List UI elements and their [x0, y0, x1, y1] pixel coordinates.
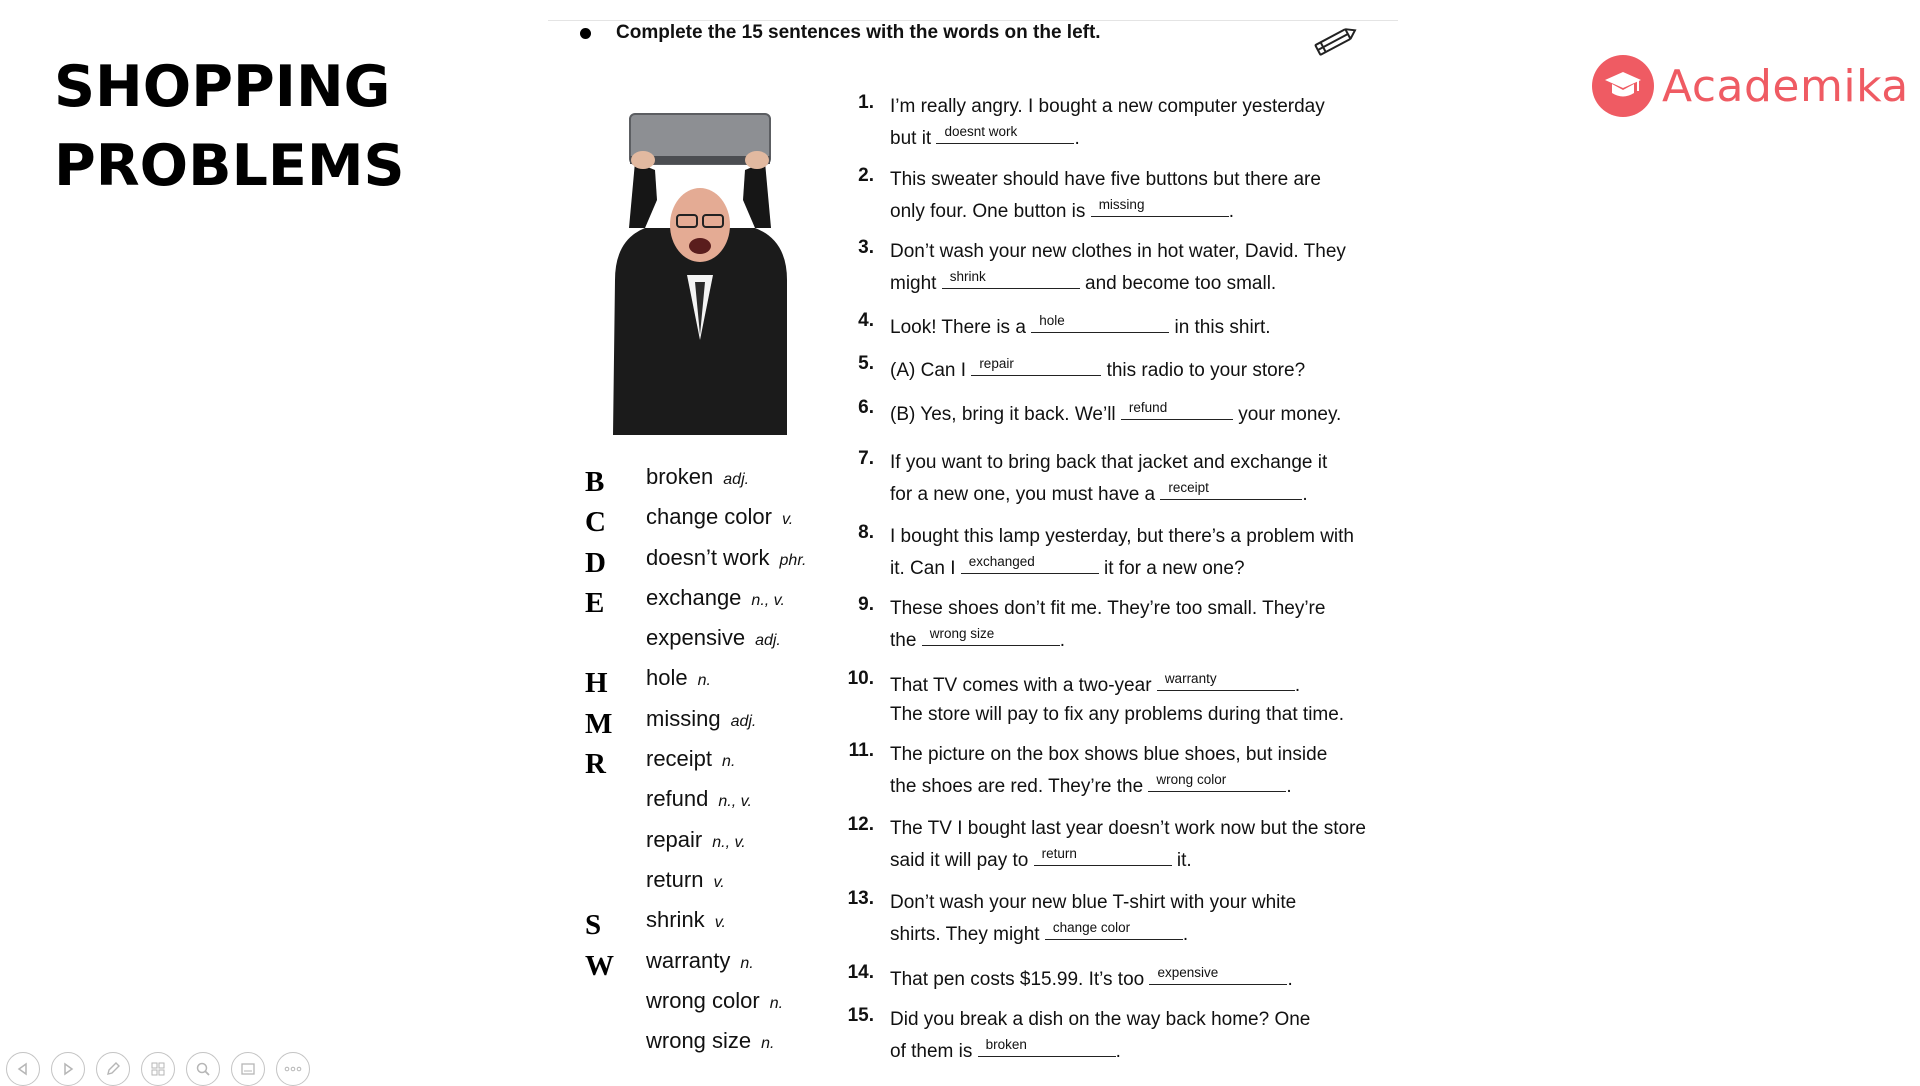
- part-of-speech: adj.: [730, 712, 757, 730]
- question-text-part: .: [1115, 1041, 1121, 1062]
- question-number: 11.: [848, 740, 874, 761]
- question-number: 2.: [858, 165, 874, 186]
- question-number: 5.: [858, 353, 874, 374]
- question-text-part: .: [1287, 969, 1293, 990]
- answer-blank[interactable]: [1157, 668, 1295, 691]
- question-text-part: (A) Can I: [890, 360, 972, 381]
- question-number: 12.: [847, 814, 874, 835]
- part-of-speech: v.: [713, 873, 725, 891]
- question-text: [890, 522, 1354, 583]
- word-bank-term: warranty: [646, 947, 731, 973]
- word-bank-term: wrong color: [646, 987, 760, 1013]
- question-text-part: might: [890, 273, 942, 294]
- word-bank-word: [646, 504, 793, 530]
- question-line: [890, 477, 1327, 509]
- question-number: 9.: [858, 594, 874, 615]
- word-bank-word: [646, 585, 785, 611]
- word-bank-word: [646, 1028, 775, 1054]
- answer-text: wrong color: [1156, 772, 1227, 787]
- question-text: [890, 814, 1366, 875]
- question-text-part: Look! There is a: [890, 317, 1032, 338]
- question-text: [890, 740, 1327, 801]
- part-of-speech: phr.: [779, 551, 807, 569]
- question-line: [890, 623, 1325, 655]
- question-text-part: your money.: [1232, 404, 1342, 425]
- question-text: [890, 962, 1293, 994]
- answer-text: missing: [1098, 197, 1145, 212]
- word-bank-term: repair: [646, 826, 703, 852]
- word-bank-word: [646, 706, 756, 732]
- word-bank-word: [646, 545, 807, 571]
- question-line: [890, 814, 1366, 843]
- answer-text: return: [1041, 846, 1077, 861]
- question-line: [890, 843, 1366, 875]
- part-of-speech: n.: [697, 672, 711, 690]
- question-text-part: Did you break a dish on the way back home? One: [890, 1009, 1311, 1030]
- part-of-speech: adj.: [755, 632, 781, 650]
- question-text-part: the shoes are red. They’re the: [890, 776, 1149, 797]
- answer-text: wrong size: [929, 626, 995, 641]
- question-number: 10.: [847, 668, 874, 689]
- word-bank-term: wrong size: [646, 1028, 752, 1054]
- question-line: [890, 700, 1344, 729]
- part-of-speech: v.: [781, 511, 794, 529]
- question-text-part: The TV I bought last year doesn’t work now but the store: [890, 818, 1366, 839]
- question-text: [890, 165, 1321, 226]
- answer-text: doesnt work: [944, 124, 1018, 139]
- instruction: [580, 22, 1101, 44]
- question-text-part: The picture on the box shows blue shoes, but inside: [890, 744, 1328, 765]
- question-text-part: Don’t wash your new clothes in hot water, David. They: [890, 241, 1346, 262]
- question-text-part: .: [1059, 630, 1065, 651]
- word-bank-term: missing: [646, 705, 721, 731]
- answer-blank[interactable]: [1149, 962, 1287, 985]
- question-number: 13.: [847, 888, 874, 909]
- question-text-part: That pen costs $15.99. It’s too: [890, 969, 1150, 990]
- answer-text: refund: [1128, 400, 1168, 415]
- word-bank-word: [646, 786, 752, 812]
- presentation-toolbar: [6, 1052, 310, 1086]
- question-text-part: said it will pay to: [890, 850, 1034, 871]
- answer-blank[interactable]: [1045, 917, 1183, 940]
- question-number: 1.: [858, 92, 874, 113]
- answer-text: exchanged: [968, 554, 1035, 569]
- question-text-part: .: [1182, 924, 1189, 945]
- question-text-part: and become too small.: [1079, 273, 1277, 294]
- question-text-part: it. Can I: [890, 558, 961, 579]
- part-of-speech: adj.: [723, 471, 750, 488]
- question-text-part: The store will pay to fix any problems during that time.: [890, 704, 1345, 725]
- question-text-part: .: [1228, 201, 1234, 222]
- part-of-speech: n.: [740, 954, 754, 972]
- question-line: [890, 121, 1325, 153]
- question-text-part: it.: [1171, 850, 1192, 871]
- word-bank-letter: D: [585, 546, 606, 579]
- pencil-icon: [1308, 22, 1360, 67]
- question-text-part: shirts. They might: [890, 924, 1045, 945]
- part-of-speech: n.: [722, 753, 736, 771]
- question-text-part: If you want to bring back that jacket and exchange it: [890, 452, 1328, 473]
- subtitles-icon[interactable]: [231, 1052, 265, 1086]
- answer-blank[interactable]: [922, 623, 1060, 646]
- word-bank-word: [646, 948, 754, 974]
- question-text-part: but it: [890, 128, 937, 149]
- slide-title-line-2: PROBLEMS: [54, 133, 405, 199]
- word-bank-term: doesn’t work: [646, 544, 770, 570]
- question-number: 8.: [858, 522, 874, 543]
- word-bank-letter: E: [585, 586, 605, 619]
- answer-text: change color: [1052, 920, 1131, 935]
- question-line: [890, 194, 1321, 226]
- question-text: [890, 397, 1341, 429]
- question-number: 15.: [847, 1005, 874, 1026]
- question-line: [890, 448, 1327, 477]
- question-text: [890, 448, 1327, 509]
- question-number: 7.: [858, 448, 874, 469]
- question-text: [890, 237, 1346, 298]
- question-line: [890, 551, 1354, 583]
- answer-text: repair: [979, 356, 1014, 371]
- answer-text: warranty: [1164, 671, 1217, 686]
- answer-blank[interactable]: [971, 353, 1101, 376]
- instruction-text: Complete the 15 sentences with the words on the left.: [616, 22, 1101, 43]
- previous-icon[interactable]: [6, 1052, 40, 1086]
- question-text-part: this radio to your store?: [1101, 360, 1306, 381]
- next-icon[interactable]: [51, 1052, 85, 1086]
- part-of-speech: n.: [769, 994, 784, 1012]
- brand-name: Academika: [1662, 60, 1909, 112]
- question-line: [890, 917, 1296, 949]
- question-text-part: for a new one, you must have a: [890, 484, 1161, 505]
- answer-text: shrink: [949, 269, 986, 284]
- question-text-part: .: [1286, 776, 1292, 797]
- more-icon[interactable]: [276, 1052, 310, 1086]
- question-text-part: .: [1294, 675, 1301, 696]
- word-bank-term: broken: [646, 464, 714, 489]
- pen-icon[interactable]: [96, 1052, 130, 1086]
- question-text-part: That TV comes with a two-year: [890, 675, 1157, 696]
- word-bank-letter: C: [585, 506, 606, 539]
- part-of-speech: v.: [714, 914, 726, 932]
- question-line: [890, 353, 1305, 385]
- word-bank-term: expensive: [646, 625, 746, 651]
- answer-blank[interactable]: [1034, 843, 1172, 866]
- word-bank-letter: R: [585, 748, 606, 781]
- question-text-part: (B) Yes, bring it back. We’ll: [890, 404, 1121, 425]
- answer-blank[interactable]: [978, 1034, 1116, 1057]
- word-bank-term: exchange: [646, 584, 742, 610]
- question-text-part: I bought this lamp yesterday, but there’s a problem with: [890, 526, 1354, 547]
- zoom-icon[interactable]: [186, 1052, 220, 1086]
- question-line: [890, 1034, 1310, 1066]
- question-text: [890, 353, 1305, 385]
- part-of-speech: n., v.: [751, 591, 785, 609]
- angry-man-laptop-photo: [585, 110, 815, 435]
- word-bank-term: return: [646, 866, 704, 892]
- question-text: [890, 1005, 1310, 1066]
- answer-blank[interactable]: [1121, 397, 1233, 420]
- question-text-part: .: [1074, 128, 1080, 149]
- word-bank-word: [646, 907, 726, 933]
- answer-text: expensive: [1157, 965, 1219, 980]
- part-of-speech: n.: [761, 1035, 775, 1053]
- word-bank-word: [646, 665, 711, 691]
- question-text-part: in this shirt.: [1169, 317, 1271, 338]
- word-bank-letter: S: [585, 909, 602, 942]
- word-bank-word: [646, 746, 735, 772]
- question-line: [890, 310, 1271, 342]
- question-text-part: only four. One button is: [890, 201, 1091, 222]
- question-text-part: .: [1302, 484, 1308, 505]
- answer-text: receipt: [1168, 480, 1209, 495]
- question-text-part: of them is: [890, 1041, 978, 1062]
- question-line: [890, 740, 1327, 769]
- answer-blank[interactable]: [1160, 477, 1302, 500]
- word-bank-term: hole: [646, 665, 688, 691]
- word-bank-word: [646, 464, 749, 490]
- question-text: [890, 594, 1325, 655]
- word-bank-word: [646, 988, 783, 1014]
- word-bank-word: [646, 827, 746, 853]
- question-line: [890, 668, 1344, 700]
- word-bank-letter: M: [585, 707, 613, 740]
- graduation-cap-icon: [1592, 55, 1654, 117]
- word-bank-letter: H: [585, 667, 608, 700]
- part-of-speech: n., v.: [718, 793, 752, 811]
- slides-icon[interactable]: [141, 1052, 175, 1086]
- word-bank-letter: B: [585, 466, 605, 498]
- question-text-part: Don’t wash your new blue T-shirt with your white: [890, 892, 1297, 913]
- question-line: [890, 522, 1354, 551]
- bullet-icon: [580, 28, 591, 39]
- answer-blank[interactable]: [1031, 310, 1169, 333]
- slide-title: [54, 48, 405, 206]
- word-bank-word: [646, 625, 781, 651]
- word-bank-term: receipt: [646, 746, 713, 772]
- question-text-part: These shoes don’t fit me. They’re too small. They’re: [890, 598, 1326, 619]
- answer-blank[interactable]: [936, 121, 1074, 144]
- question-text: [890, 310, 1271, 342]
- instruction-divider: [548, 20, 1398, 21]
- question-line: [890, 266, 1346, 298]
- question-line: [890, 1005, 1310, 1034]
- answer-blank[interactable]: [942, 266, 1080, 289]
- academika-logo: [1592, 55, 1909, 117]
- word-bank-word: [646, 867, 725, 893]
- answer-blank[interactable]: [1091, 194, 1229, 217]
- question-text-part: it for a new one?: [1098, 558, 1245, 579]
- question-text: [890, 92, 1325, 153]
- answer-text: hole: [1039, 313, 1065, 328]
- question-number: 3.: [858, 237, 874, 258]
- word-bank-term: refund: [646, 786, 709, 812]
- question-text-part: the: [890, 630, 922, 651]
- question-text-part: This sweater should have five buttons but there are: [890, 169, 1321, 190]
- question-line: [890, 397, 1341, 429]
- word-bank-term: shrink: [646, 907, 705, 933]
- slide-title-line-1: SHOPPING: [54, 54, 391, 120]
- answer-blank[interactable]: [961, 551, 1099, 574]
- answer-text: broken: [985, 1037, 1027, 1052]
- part-of-speech: n., v.: [712, 833, 746, 851]
- question-line: [890, 962, 1293, 994]
- word-bank-term: change color: [646, 504, 772, 530]
- answer-blank[interactable]: [1148, 769, 1286, 792]
- question-number: 14.: [847, 962, 874, 983]
- question-line: [890, 769, 1327, 801]
- word-bank-letter: W: [585, 949, 614, 982]
- question-text-part: I’m really angry. I bought a new computer yesterday: [890, 96, 1325, 117]
- question-number: 6.: [858, 397, 874, 418]
- question-text: [890, 668, 1344, 729]
- question-text: [890, 888, 1296, 949]
- question-number: 4.: [858, 310, 874, 331]
